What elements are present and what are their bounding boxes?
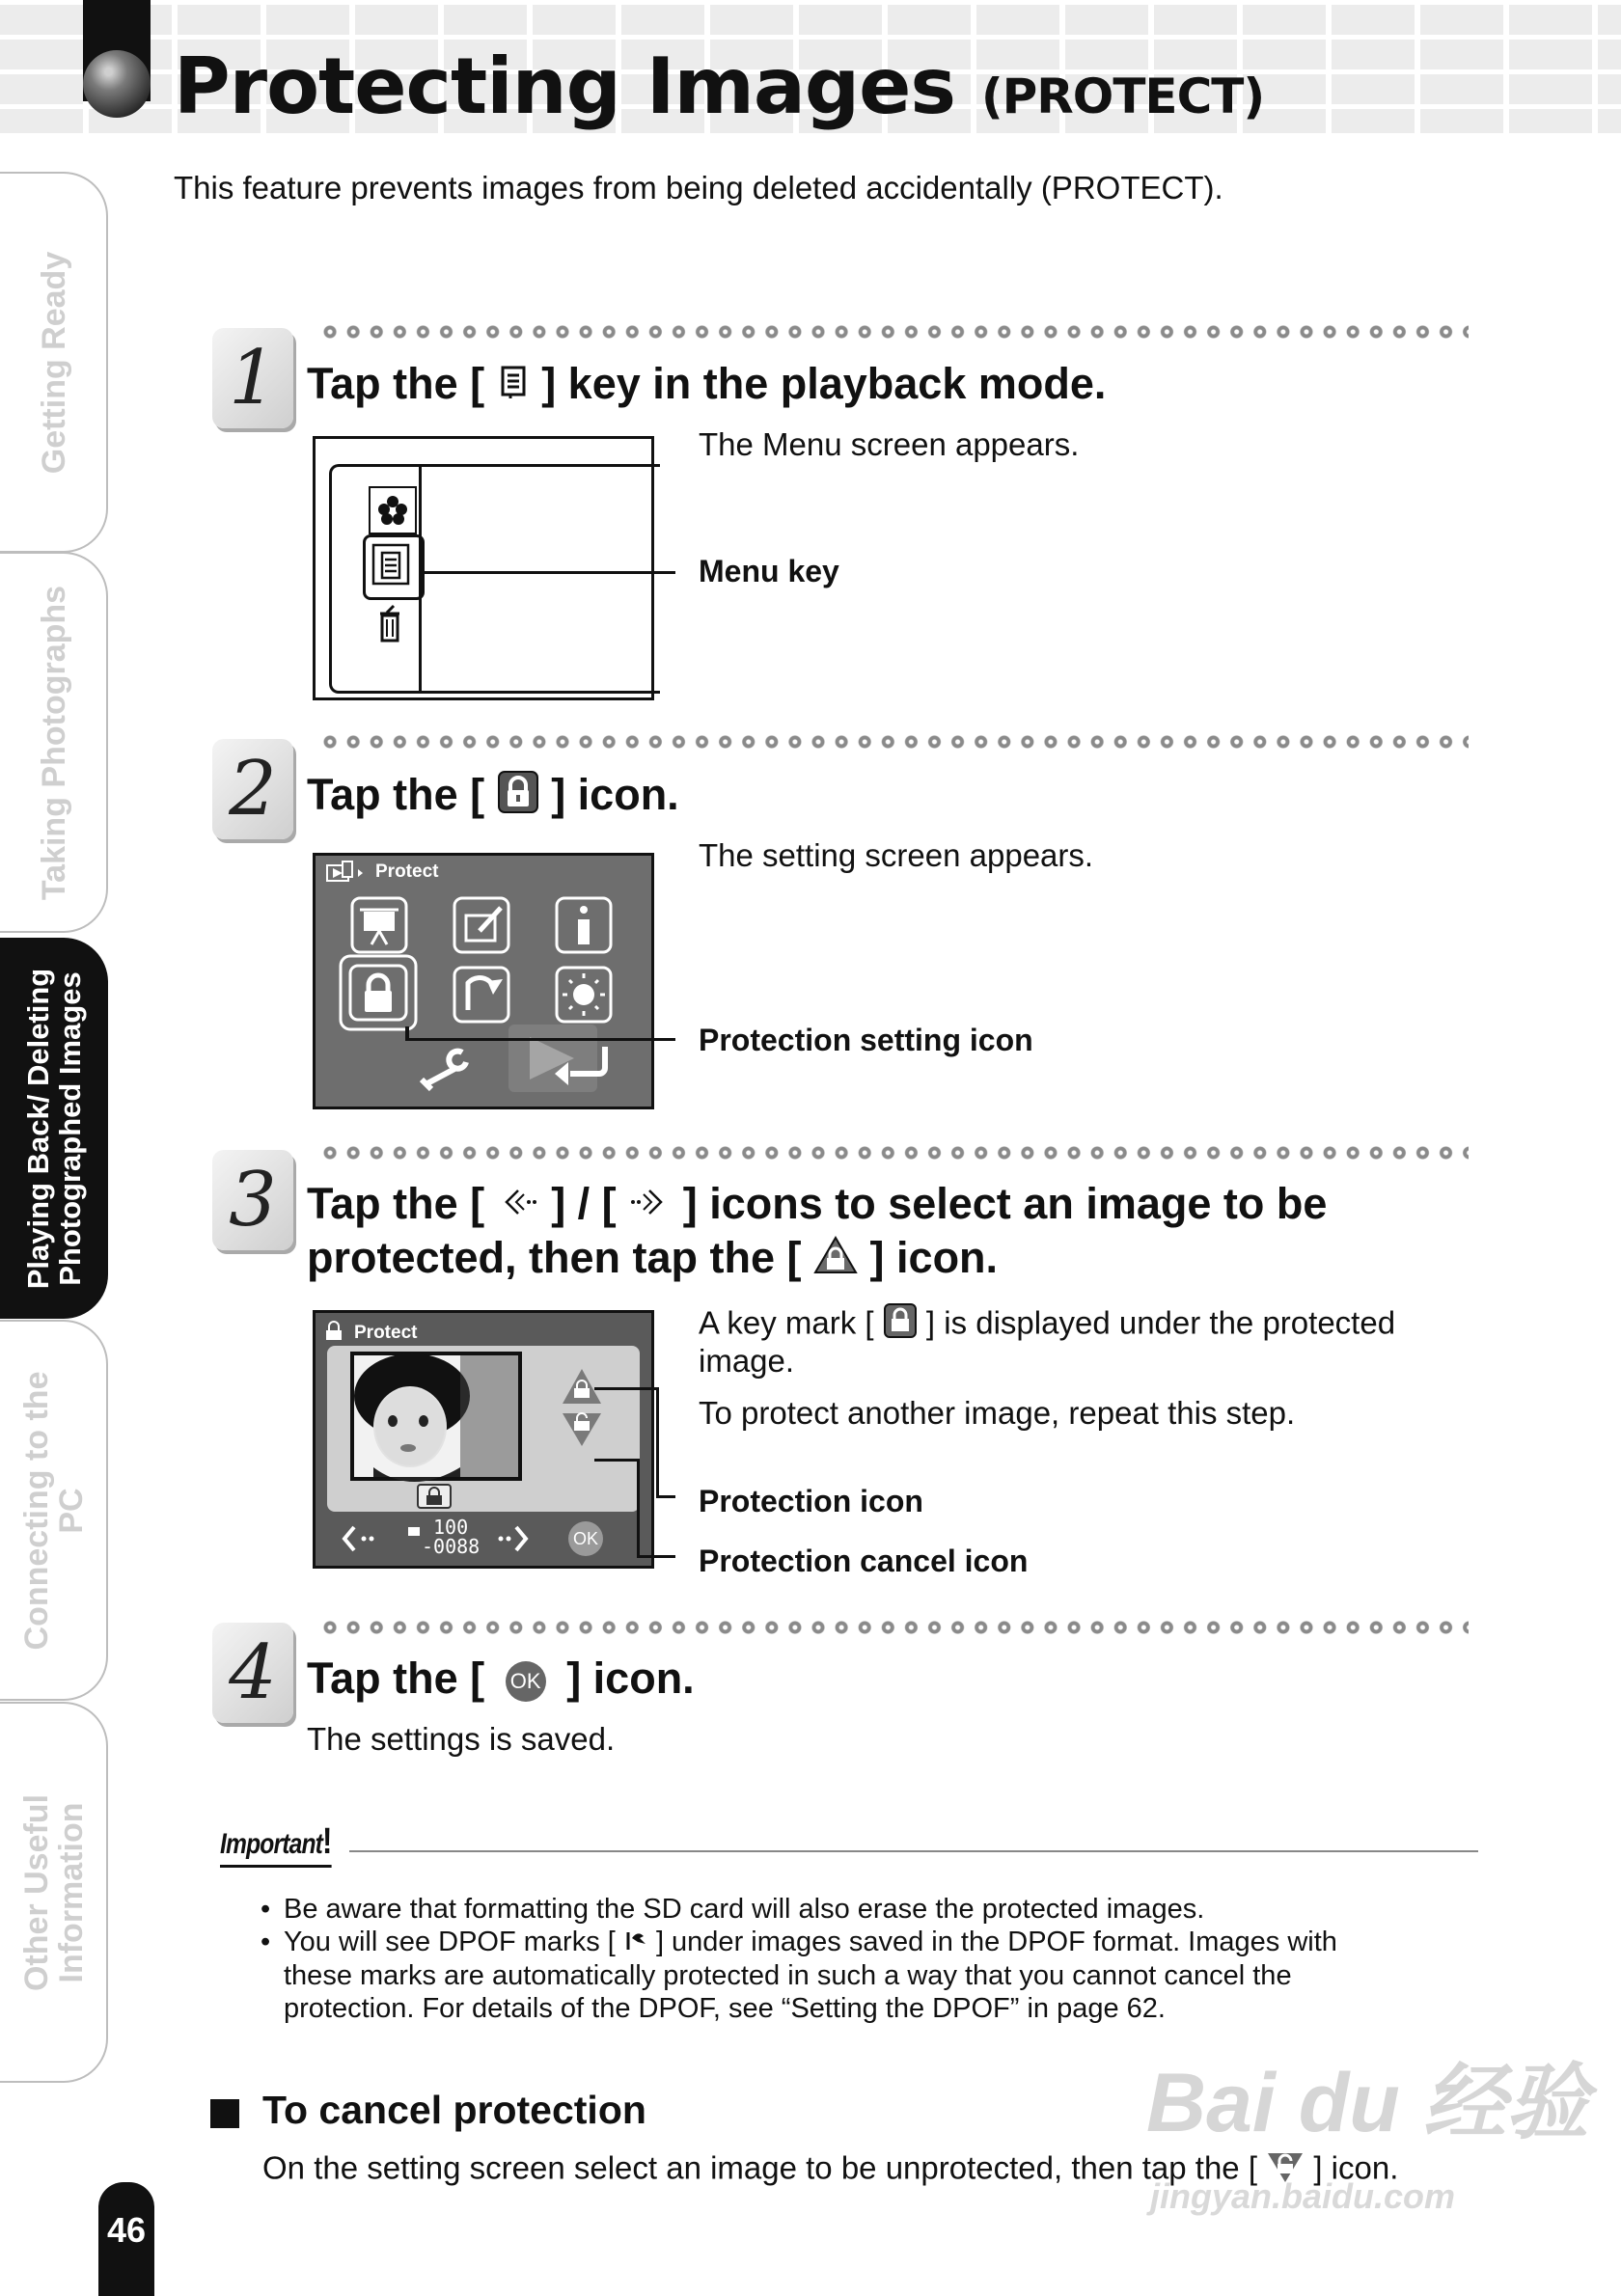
previous-arrow-icon <box>497 1180 539 1234</box>
step-divider <box>318 325 1469 339</box>
step-heading-text: protected, then tap the [ <box>307 1233 802 1282</box>
trash-icon[interactable] <box>374 602 405 648</box>
step-2-text: The setting screen appears. <box>699 837 1094 873</box>
step-number: 2 <box>212 739 293 839</box>
cancel-text-part: On the setting screen select an image to be unprotected, then tap the [ <box>262 2149 1257 2186</box>
side-tab-label <box>22 968 86 1289</box>
bullet-dot: • <box>261 1927 271 1957</box>
callout-leader <box>421 571 675 574</box>
callout-leader <box>656 1387 659 1497</box>
important-label: Important <box>220 1828 323 1860</box>
page-title-main: Protecting Images <box>174 41 955 131</box>
page-title-sub: (PROTECT) <box>980 68 1265 124</box>
folder-number: 100 <box>433 1516 469 1539</box>
watermark-logo: Bai du 经验 <box>1146 2057 1589 2149</box>
side-tab-getting-ready[interactable] <box>0 172 108 553</box>
bullet-text <box>284 1926 1418 2025</box>
important-rule <box>349 1850 1478 1852</box>
step-3-text-1 <box>699 1302 1395 1349</box>
side-tab-line2: Information <box>53 1802 90 1982</box>
side-tab-label: Getting Ready <box>36 251 72 474</box>
protection-cancel-icon[interactable] <box>559 1411 605 1450</box>
ok-icon <box>497 1660 555 1703</box>
step-text: ] is displayed under the protected <box>925 1304 1396 1341</box>
step-number: 3 <box>212 1150 293 1250</box>
page-number: 46 <box>98 2182 154 2296</box>
exclamation-icon: ! <box>322 1821 332 1862</box>
menu-key-button[interactable] <box>363 534 425 600</box>
dpof-mark-icon <box>623 1927 648 1959</box>
side-tab-connecting-pc[interactable] <box>0 1320 108 1701</box>
callout-leader <box>405 1038 675 1041</box>
ok-button[interactable]: OK <box>572 1529 598 1548</box>
file-number <box>422 1517 480 1556</box>
cancel-protection-heading: To cancel protection <box>262 2088 646 2132</box>
step-2-heading <box>307 768 679 827</box>
intro-text: This feature prevents images from being deleted accidentally (PROTECT). <box>174 170 1223 205</box>
lock-icon <box>497 770 539 827</box>
step-heading-text: ] / [ <box>551 1179 617 1228</box>
header-bullet-ball-icon <box>83 50 151 118</box>
ok-icon-text: OK <box>509 1669 541 1694</box>
flower-key-icon[interactable] <box>369 486 417 534</box>
step-number: 4 <box>212 1623 293 1723</box>
side-tab-line1: Other Useful <box>18 1793 55 1991</box>
camera-screen-frame <box>329 464 660 694</box>
step-divider <box>318 1146 1469 1160</box>
next-arrow-icon <box>628 1180 671 1234</box>
step-heading-text: ] icon. <box>566 1654 695 1703</box>
callout-leader <box>637 1555 675 1558</box>
step-4-text: The settings is saved. <box>307 1721 616 1757</box>
protect-screen-title: Protect <box>354 1323 418 1343</box>
cancel-text-part: ] icon. <box>1313 2149 1399 2186</box>
step-heading-text: Tap the [ <box>307 1179 485 1228</box>
page-title <box>174 41 1264 143</box>
step-4-heading <box>307 1652 695 1706</box>
key-mark-icon <box>883 1302 918 1349</box>
watermark-url: jingyan.baidu.com <box>1150 2176 1456 2216</box>
step-heading-text: ] icon. <box>869 1233 999 1282</box>
important-bullet-1 <box>261 1893 1418 1926</box>
protection-setting-icon[interactable] <box>341 956 416 1029</box>
side-tab-line2: PC <box>53 1487 90 1534</box>
step-3-heading-line2 <box>307 1231 998 1289</box>
bullet-text-part: You will see DPOF marks [ <box>284 1927 616 1957</box>
step-divider <box>318 735 1469 749</box>
callout-menu-key: Menu key <box>699 554 839 588</box>
callout-leader <box>656 1495 675 1498</box>
callout-protection-cancel-icon: Protection cancel icon <box>699 1544 1029 1578</box>
bullet-text: Be aware that formatting the SD card will also erase the protected images. <box>284 1894 1205 1925</box>
side-tab-label <box>19 1371 89 1650</box>
important-heading <box>220 1821 332 1868</box>
bullet-text-part: these marks are automatically protected in such a way that you cannot cancel the <box>284 1960 1292 1992</box>
step-heading-text: Tap the [ <box>307 770 485 819</box>
callout-protection-setting-icon: Protection setting icon <box>699 1023 1033 1057</box>
bullet-text-part: ] under images saved in the DPOF format. Images with <box>655 1927 1337 1957</box>
menu-key-icon <box>497 360 530 414</box>
step-divider <box>318 1621 1469 1634</box>
setting-screen-illustration <box>313 853 654 1109</box>
step-heading-text: Tap the [ <box>307 359 485 408</box>
step-number: 1 <box>212 328 293 428</box>
side-tab-label <box>19 1793 89 1990</box>
side-tab-line2: Photographed Images <box>53 970 87 1286</box>
side-tab-playing-back[interactable] <box>0 938 108 1319</box>
side-tab-other-useful[interactable] <box>0 1702 108 2083</box>
protect-screen-illustration <box>313 1310 654 1569</box>
callout-leader <box>637 1459 640 1557</box>
step-heading-text: Tap the [ <box>307 1654 485 1703</box>
bullet-text-part: protection. For details of the DPOF, see “Setting the DPOF” in page 62. <box>284 1993 1166 2025</box>
side-tab-line1: Playing Back/ Deleting <box>21 968 55 1289</box>
callout-protection-icon: Protection icon <box>699 1484 923 1518</box>
protect-lock-icon <box>813 1234 858 1289</box>
setting-screen-title: Protect <box>375 861 439 882</box>
side-tab-line1: Connecting to the <box>18 1371 55 1650</box>
important-bullet-2 <box>261 1926 1418 2025</box>
step-heading-text: ] key in the playback mode. <box>541 359 1107 408</box>
step-text: A key mark [ <box>699 1304 874 1341</box>
bullet-dot: • <box>261 1894 271 1925</box>
section-square-bullet <box>210 2099 239 2128</box>
step-3-heading-line1 <box>307 1177 1327 1234</box>
side-tab-label: Taking Photographs <box>36 585 72 900</box>
step-3-text-2: To protect another image, repeat this step. <box>699 1395 1296 1431</box>
callout-leader <box>594 1459 639 1462</box>
step-1-heading <box>307 357 1106 414</box>
step-3-text-1b: image. <box>699 1343 795 1379</box>
menu-screen-illustration <box>313 436 654 700</box>
step-1-text: The Menu screen appears. <box>699 426 1080 462</box>
step-heading-text: ] icon. <box>551 770 679 819</box>
image-number: -0088 <box>422 1535 481 1558</box>
callout-leader <box>594 1387 658 1390</box>
step-heading-text: ] icons to select an image to be <box>682 1179 1328 1228</box>
side-tab-taking-photographs[interactable] <box>0 552 108 933</box>
